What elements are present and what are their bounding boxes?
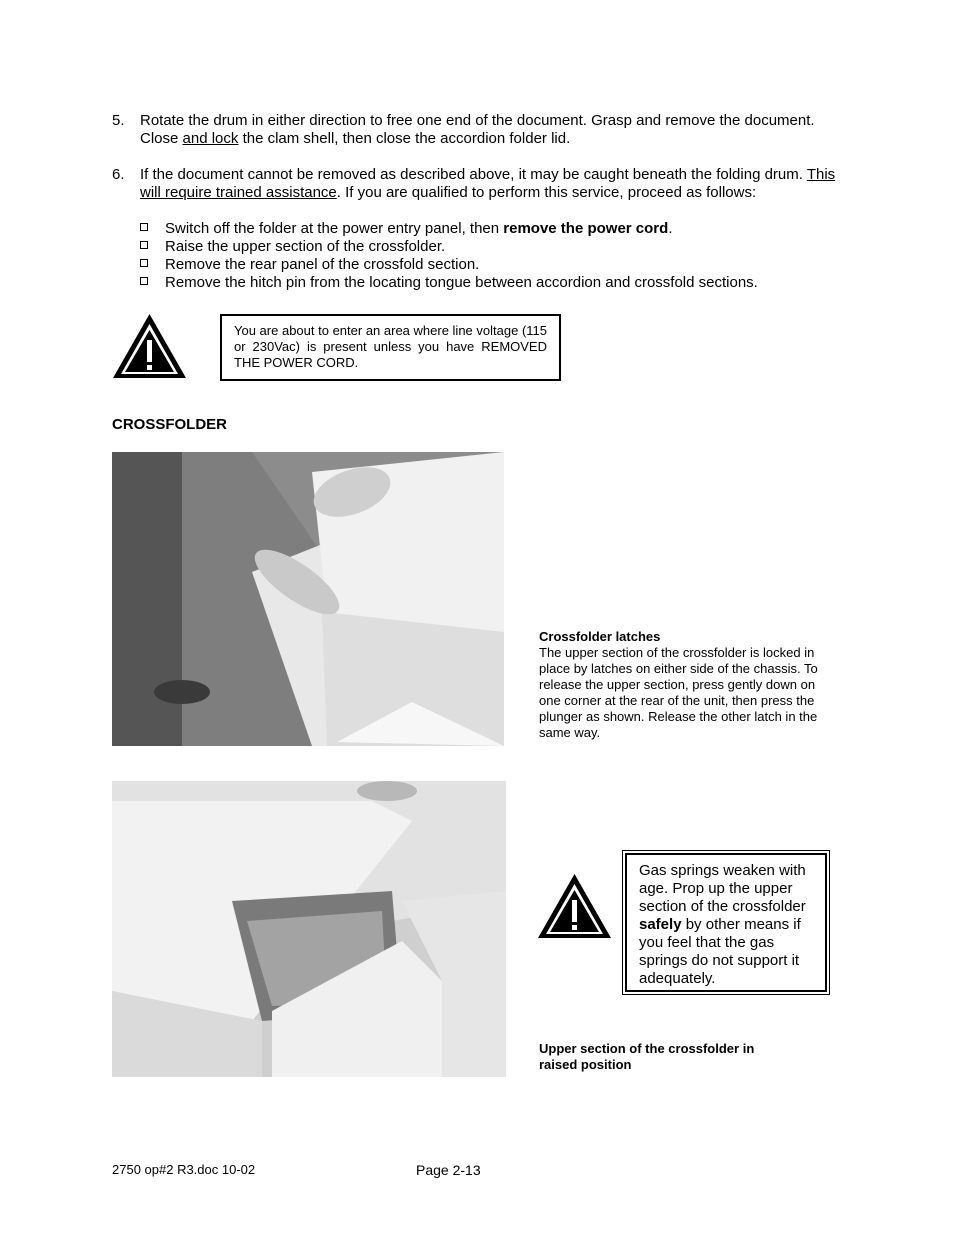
gas-spring-warning-box: Gas springs weaken with age. Prop up the upper section of the crossfolder safely by other means if you feel that the gas springs do not support it adequately. (622, 850, 830, 995)
checkbox-bullet-icon (140, 259, 148, 267)
caption-title: Crossfolder latches (539, 629, 661, 644)
warning-triangle-icon (536, 872, 613, 940)
bullet-remove-rear-panel: Remove the rear panel of the crossfold section. (140, 256, 479, 274)
footer-doc-id: 2750 op#2 R3.doc 10-02 (112, 1162, 256, 1177)
step-5-number: 5. (112, 112, 125, 129)
footer-page-number: Page 2-13 (416, 1162, 481, 1178)
crossfolder-latches-photo (112, 452, 504, 746)
crossfolder-raised-photo (112, 781, 506, 1077)
step-6-text: If the document cannot be removed as described above, it may be caught beneath the folding drum. This will require trained assistance. If you are qualified to perform this service, proceed as follows: (140, 166, 836, 201)
checkbox-bullet-icon (140, 277, 148, 285)
crossfolder-raised-caption (539, 1041, 789, 1073)
warning-triangle-icon (111, 312, 188, 380)
step-6-number: 6. (112, 166, 125, 183)
bullet-raise-upper: Raise the upper section of the crossfolder. (140, 238, 445, 256)
checkbox-bullet-icon (140, 241, 148, 249)
bullet-remove-hitch-pin: Remove the hitch pin from the locating tongue between accordion and crossfold sections. (140, 274, 758, 292)
voltage-warning-box: You are about to enter an area where line voltage (115 or 230Vac) is present unless you have REMOVED THE POWER CORD. (220, 314, 561, 381)
bullet-switch-off: Switch off the folder at the power entry panel, then remove the power cord. (140, 220, 672, 238)
caption-body: The upper section of the crossfolder is locked in place by latches on either side of the chassis. To release the upper section, press gently down on one corner at the rear of the unit, then press the plunger as shown. Release the other latch in the same way. (539, 645, 818, 740)
section-heading: CROSSFOLDER (112, 416, 228, 433)
checkbox-bullet-icon (140, 223, 148, 231)
crossfolder-latches-caption (539, 629, 829, 741)
step-5-text: Rotate the drum in either direction to free one end of the document. Grasp and remove the document. Close and lock the clam shell, then close the accordion folder lid. (140, 112, 815, 147)
caption-title: Upper section of the crossfolder in raised position (539, 1041, 755, 1072)
